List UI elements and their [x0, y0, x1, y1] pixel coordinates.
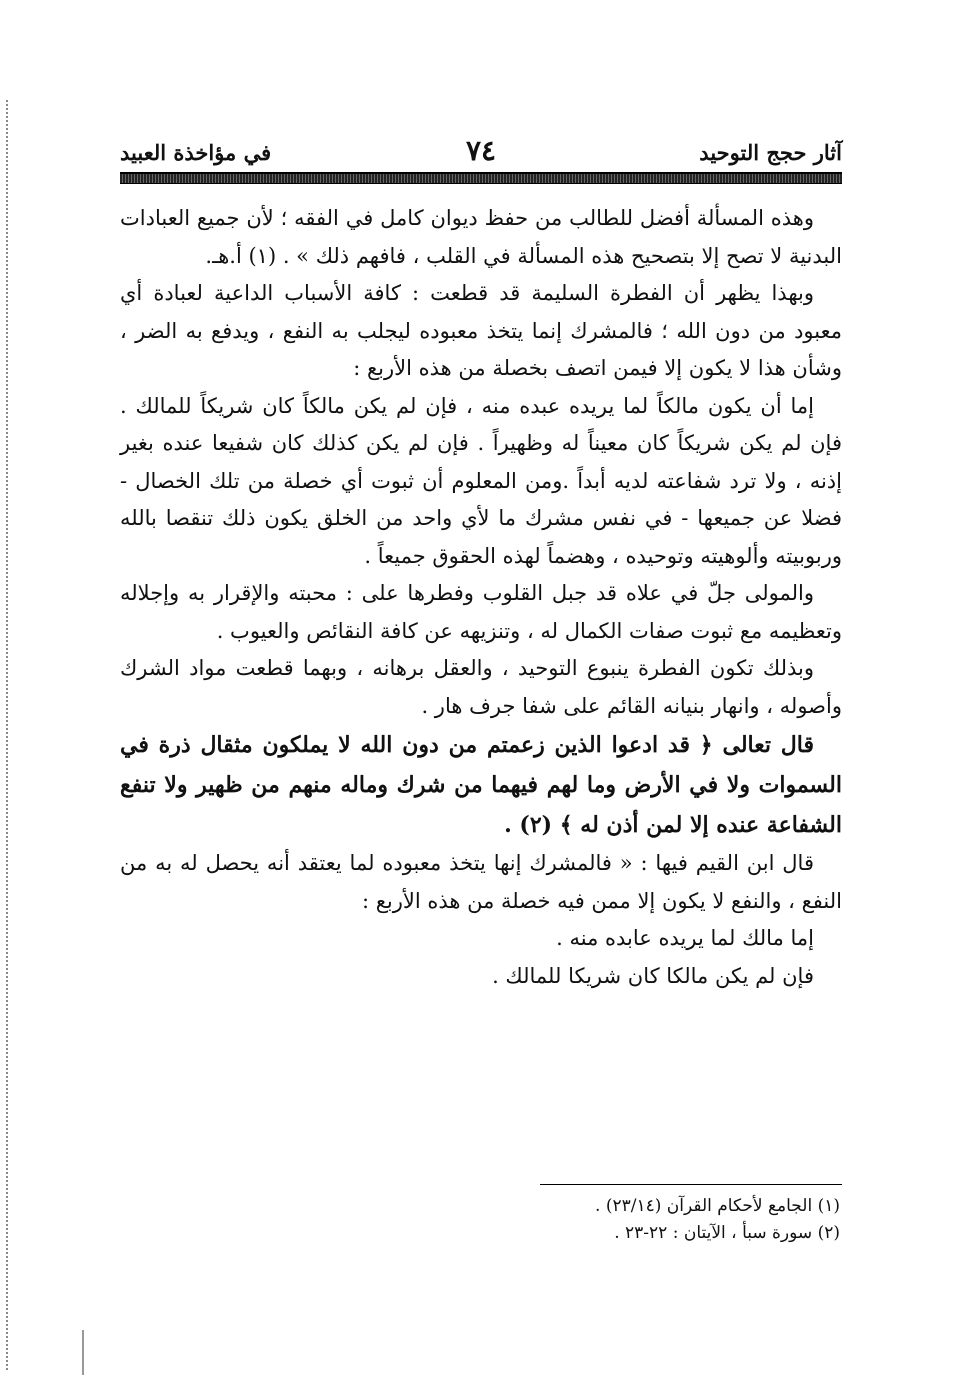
- paragraph: قال ابن القيم فيها : « فالمشرك إنها يتخذ معبوده لما يعتقد أنه يحصل له به من النفع ، والنفع لا يكون إلا ممن فيه خصلة من هذه الأربع :: [120, 851, 842, 913]
- edge-mark: [82, 1330, 84, 1375]
- quran-quote: قال تعالى ﴿ قد ادعوا الذين زعمتم من دون الله لا يملكون مثقال ذرة في السموات ولا في الأرض وما لهم فيهما من شرك وماله منهم من ظهير ولا تنفع الشفاعة عنده إلا لمن أذن له ﴾ (٢) .: [120, 732, 842, 838]
- paragraph: وبهذا يظهر أن الفطرة السليمة قد قطعت : كافة الأسباب الداعية لعبادة أي معبود من دون الله ؛ فالمشرك إنما يتخذ معبوده ليجلب به النفع ، ويدفع به الضر ، وشأن هذا لا يكون إلا فيمن اتصف بخصلة من هذه الأربع :: [120, 281, 842, 380]
- header-book-title: آثار حجج التوحيد: [699, 140, 842, 165]
- footnotes: [300, 1193, 840, 1247]
- paragraph: وبذلك تكون الفطرة ينبوع التوحيد ، والعقل برهانه ، وبهما قطعت مواد الشرك وأصوله ، وانهار بنيانه القائم على شفا جرف هار .: [120, 656, 842, 718]
- paragraph: فإن لم يكن مالكا كان شريكا للمالك .: [492, 963, 814, 988]
- header-book-subtitle: في مؤاخذة العبيد: [120, 140, 272, 165]
- page-number: ٧٤: [465, 134, 497, 167]
- footnote: (٢) سورة سبأ ، الآيتان : ٢٢-٢٣ .: [614, 1223, 840, 1243]
- main-text: [120, 200, 842, 995]
- footnote: (١) الجامع لأحكام القرآن (٢٣/١٤) .: [595, 1196, 840, 1216]
- paragraph: والمولى جلّ في علاه قد جبل القلوب وفطرها على : محبته والإقرار به وإجلاله وتعظيمه مع ثبوت صفات الكمال له ، وتنزيهه عن كافة النقائص والعيوب .: [120, 581, 842, 643]
- header-divider: [120, 172, 842, 184]
- binding-margin-line: [6, 100, 8, 1370]
- paragraph: إما أن يكون مالكاً لما يريده عبده منه ، فإن لم يكن مالكاً كان شريكاً للمالك . فإن لم يكن شريكاً كان معيناً له وظهيراً . فإن لم يكن كذلك كان شفيعا عنده بغير إذنه ، ولا ترد شفاعته لديه أبداً .ومن المعلوم أن ثبوت أي خصلة من تلك الخصال - فضلا عن جميعها - في نفس مشرك ما لأي واحد من الخلق يكون ذلك تنقصا بالله وربوبيته وألوهيته وتوحيده ، وهضماً لهذه الحقوق جميعاً .: [120, 393, 842, 568]
- paragraph: إما مالك لما يريده عابده منه .: [556, 926, 814, 950]
- paragraph: وهذه المسألة أفضل للطالب من حفظ ديوان كامل في الفقه ؛ لأن جميع العبادات البدنية لا تصح إلا بتصحيح هذه المسألة في القلب ، فافهم ذلك » . (١) أ.هـ.: [120, 206, 842, 268]
- footnote-divider: [540, 1184, 842, 1185]
